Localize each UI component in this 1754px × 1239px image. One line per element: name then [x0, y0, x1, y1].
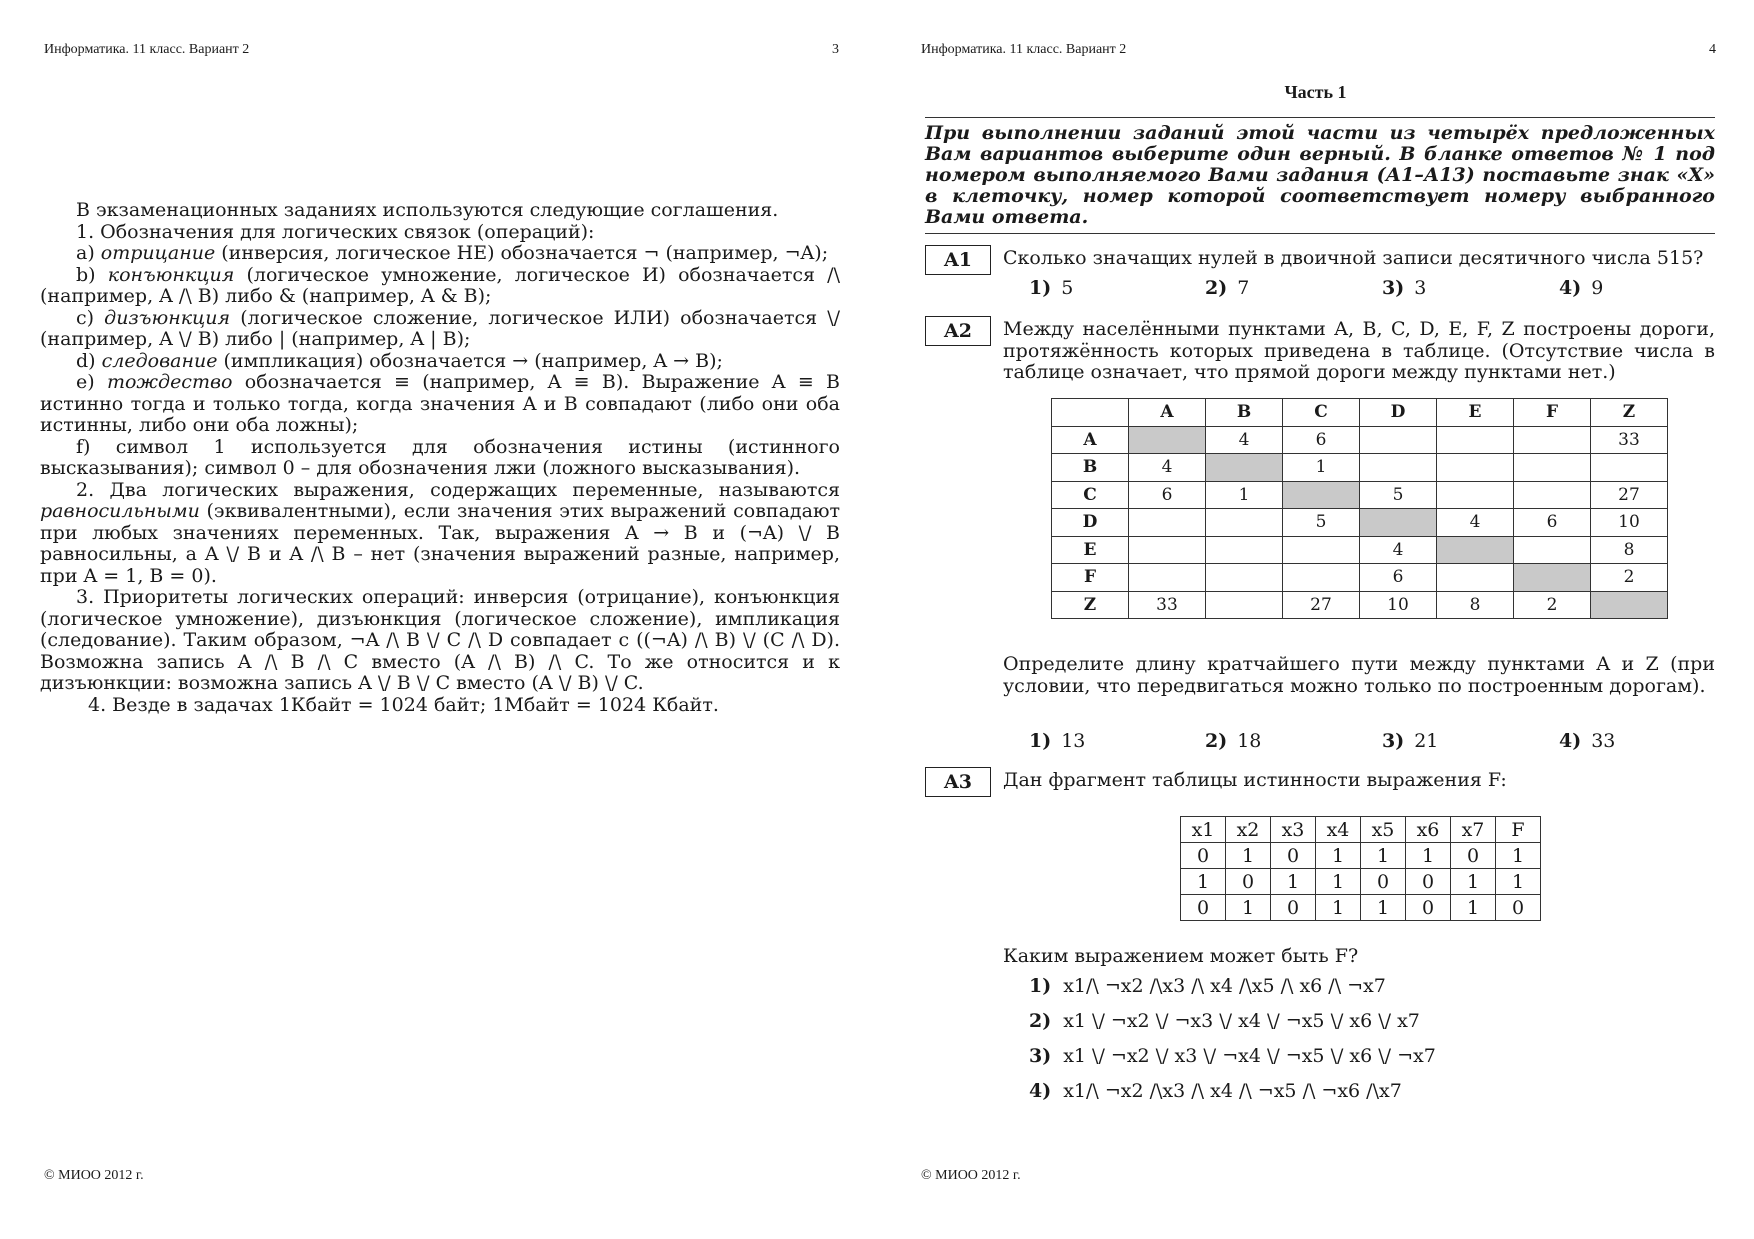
table-row: Z 33 27 10 8 2: [1052, 591, 1668, 619]
a2-question: Между населёнными пунктами A, B, C, D, E, F, Z построены дороги, протяжённость которых приведена в таблице. (Отсутствие числа в таблице означает, что прямой дороги между пунктами нет.): [1003, 318, 1715, 383]
table-row: 0 1 0 1 1 1 0 1: [1181, 843, 1541, 869]
a1-answer-2[interactable]: 2) 7: [1205, 277, 1250, 299]
page-number: 4: [1709, 42, 1716, 57]
a2-answer-3[interactable]: 3) 21: [1382, 730, 1439, 752]
a1-question: Сколько значащих нулей в двоичной записи десятичного числа 515?: [1003, 247, 1704, 269]
a2-answer-4[interactable]: 4) 33: [1559, 730, 1616, 752]
conventions-p4: 4. Везде в задачах 1Кбайт = 1024 байт; 1Мбайт = 1024 Кбайт.: [88, 693, 719, 716]
a3-option-1[interactable]: 1) x1/\ ¬x2 /\x3 /\ x4 /\x5 /\ x6 /\ ¬x7: [1029, 975, 1386, 997]
conventions-e: e) тождество обозначается ≡ (например, A ≡ B). Выражение A ≡ B истинно тогда и только тогда, когда значения A и B совпадают (либо они оба истинны, либо они оба ложны);: [40, 371, 841, 436]
table-row: E 4 8: [1052, 536, 1668, 564]
term-disjunction: дизъюнкция: [104, 306, 231, 329]
a3-option-4[interactable]: 4) x1/\ ¬x2 /\x3 /\ x4 /\ ¬x5 /\ ¬x6 /\x7: [1029, 1080, 1402, 1102]
truth-table: [1180, 816, 1541, 921]
term-implication: следование: [101, 349, 218, 372]
a1-answers: [1029, 277, 1719, 301]
a2-answer-1[interactable]: 1) 13: [1029, 730, 1086, 752]
task-tag-a3: A3: [925, 767, 991, 797]
conventions-d: d) следование (импликация) обозначается → (например, A → B);: [76, 349, 723, 372]
header-title: Информатика. 11 класс. Вариант 2: [921, 42, 1127, 57]
term-equivalent: равносильными: [40, 500, 200, 522]
table-header-row: x1 x2 x3 x4 x5 x6 x7 F: [1181, 817, 1541, 843]
a3-question-2: Каким выражением может быть F?: [1003, 945, 1359, 967]
conventions-block: [40, 200, 840, 716]
term-identity: тождество: [106, 371, 233, 393]
task-tag-a1: A1: [925, 245, 991, 275]
table-header-row: A B C D E F Z: [1052, 399, 1668, 427]
conventions-f: f) символ 1 используется для обозначения истины (истинного высказывания); символ 0 – для обозначения лжи (ложного высказывания).: [40, 435, 840, 479]
table-row: 1 0 1 1 0 0 1 1: [1181, 869, 1541, 895]
table-row: F 6 2: [1052, 564, 1668, 592]
instructions: При выполнении заданий этой части из четырёх предложенных Вам вариантов выберите один верный. В бланке ответов № 1 под номером выполняемого Вами задания (А1–А13) поставьте знак «X» в клеточку, номер которой соответствует номеру выбранного Вами ответа.: [925, 122, 1715, 228]
table-row: D 5 4 6 10: [1052, 509, 1668, 537]
header-title: Информатика. 11 класс. Вариант 2: [44, 42, 250, 57]
a1-answer-3[interactable]: 3) 3: [1382, 277, 1427, 299]
conventions-c: c) дизъюнкция (логическое сложение, логическое ИЛИ) обозначается \/ (например, A \/ B) либо | (например, A | B);: [40, 306, 840, 350]
a3-option-3[interactable]: 3) x1 \/ ¬x2 \/ x3 \/ ¬x4 \/ ¬x5 \/ x6 \/ ¬x7: [1029, 1045, 1436, 1067]
table-row: B 4 1: [1052, 454, 1668, 482]
conventions-p3: 3. Приоритеты логических операций: инверсия (отрицание), конъюнкция (логическое умножение), дизъюнкция (логическое сложение), импликация (следование). Таким образом, ¬A /\ B \/ C /\ D совпадает с ((¬A) /\ B) \/ (C /\ D). Возможна запись A /\ B /\ C вместо (A /\ B) /\ C. То же относится и к дизъюнкции: возможна запись A \/ B \/ C вместо (A \/ B) \/ C.: [40, 586, 840, 694]
distance-table: [1051, 398, 1668, 619]
divider-top: [925, 117, 1715, 118]
task-tag-a2: A2: [925, 316, 991, 346]
page-4: [877, 0, 1754, 1239]
footer-copyright: © МИОО 2012 г.: [44, 1168, 144, 1183]
divider-bottom: [925, 233, 1715, 234]
term-negation: отрицание: [100, 242, 216, 264]
conventions-intro: В экзаменационных заданиях используются следующие соглашения.: [76, 199, 779, 221]
a3-option-2[interactable]: 2) x1 \/ ¬x2 \/ ¬x3 \/ x4 \/ ¬x5 \/ x6 \/ x7: [1029, 1010, 1420, 1032]
conventions-p2: 2. Два логических выражения, содержащих переменные, называются равносильными (эквивалентными), если значения этих выражений совпадают при любых значениях переменных. Так, выражения A → B и (¬A) \/ B равносильны, а A \/ B и A /\ B – нет (значения выражений разные, например, при A = 1, B = 0).: [40, 478, 840, 587]
conventions-b: b) конъюнкция (логическое умножение, логическое И) обозначается /\ (например, A /\ B) либо & (например, A & B);: [40, 263, 840, 307]
a2-question-2: Определите длину кратчайшего пути между пунктами A и Z (при условии, что передвигаться можно только по построенным дорогам).: [1003, 653, 1715, 697]
page-number: 3: [832, 42, 839, 57]
a1-answer-1[interactable]: 1) 5: [1029, 277, 1074, 299]
a2-answer-2[interactable]: 2) 18: [1205, 730, 1262, 752]
term-conjunction: конъюнкция: [107, 263, 235, 286]
footer-copyright: © МИОО 2012 г.: [921, 1168, 1021, 1183]
table-row: 0 1 0 1 1 0 1 0: [1181, 895, 1541, 921]
a2-answers: [1029, 730, 1719, 754]
table-row: A 4 6 33: [1052, 426, 1668, 454]
conventions-p1: 1. Обозначения для логических связок (операций):: [76, 220, 595, 243]
a1-answer-4[interactable]: 4) 9: [1559, 277, 1604, 299]
table-row: C 6 1 5 27: [1052, 481, 1668, 509]
part-title: Часть 1: [1284, 82, 1347, 102]
conventions-a: a) отрицание (инверсия, логическое НЕ) обозначается ¬ (например, ¬A);: [76, 242, 829, 264]
a3-options: [1029, 975, 1436, 1115]
a3-question: Дан фрагмент таблицы истинности выражения F:: [1003, 769, 1507, 791]
